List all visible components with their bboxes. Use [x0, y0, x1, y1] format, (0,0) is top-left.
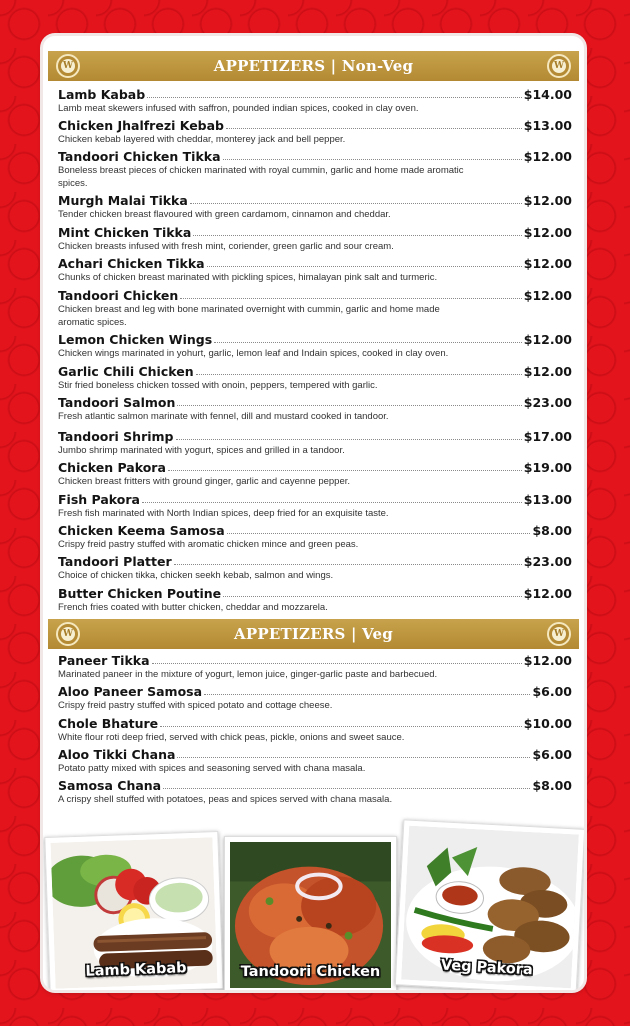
- photo-tandoori-chicken: [224, 836, 397, 990]
- menu-item: [58, 585, 572, 615]
- section-header-veg: [48, 619, 579, 649]
- menu-item: [58, 331, 572, 361]
- item-description: A crispy shell stuffed with potatoes, peas and spices served with chana masala.: [58, 794, 393, 805]
- item-description: Choice of chicken tikka, chicken seekh kebab, salmon and wings.: [58, 570, 334, 581]
- dot-leader: [207, 266, 522, 267]
- item-description: Lamb meat skewers infused with saffron, pounded indian spices, cooked in clay oven.: [58, 103, 419, 114]
- menu-card: [43, 36, 584, 990]
- dot-leader: [168, 470, 522, 471]
- item-price: $17.00: [523, 429, 572, 444]
- item-name: Achari Chicken Tikka: [58, 256, 205, 271]
- dot-leader: [214, 342, 522, 343]
- emblem-letter: W: [62, 61, 74, 71]
- item-description: Chicken breast and leg with bone marinated overnight with cummin, garlic and home made aromatic spices.: [58, 304, 440, 328]
- item-price: $19.00: [523, 460, 572, 475]
- item-price: $10.00: [523, 716, 572, 731]
- photo-caption: Tandoori Chicken: [240, 964, 381, 980]
- dot-leader: [204, 694, 530, 695]
- dot-leader: [174, 564, 522, 565]
- menu-item: [58, 394, 572, 424]
- photo-lamb-kabab: [44, 831, 223, 990]
- item-name: Lemon Chicken Wings: [58, 332, 213, 347]
- item-price: $12.00: [523, 364, 572, 379]
- item-price: $8.00: [532, 778, 572, 793]
- dot-leader: [142, 502, 522, 503]
- item-name: Fish Pakora: [58, 492, 140, 507]
- item-name: Tandoori Chicken Tikka: [58, 149, 221, 164]
- menu-item: [58, 459, 572, 489]
- item-name: Aloo Paneer Samosa: [58, 684, 203, 699]
- logo-emblem-icon: [56, 54, 80, 78]
- item-description: Tender chicken breast flavoured with green cardamom, cinnamon and cheddar.: [58, 209, 391, 220]
- item-name: Aloo Tikki Chana: [58, 747, 176, 762]
- item-description: Crispy freid pastry stuffed with spiced potato and cottage cheese.: [58, 700, 333, 711]
- photo-caption: Lamb Kabab: [85, 960, 187, 980]
- item-price: $12.00: [523, 225, 572, 240]
- logo-emblem-icon: [547, 622, 571, 646]
- item-name: Tandoori Salmon: [58, 395, 176, 410]
- menu-item: [58, 192, 572, 222]
- item-name: Mint Chicken Tikka: [58, 225, 192, 240]
- dot-leader: [176, 439, 522, 440]
- menu-item: [58, 287, 572, 329]
- item-price: $12.00: [523, 288, 572, 303]
- menu-item: [58, 224, 572, 254]
- item-description: White flour roti deep fried, served with chick peas, pickle, onions and sweet sauce.: [58, 732, 405, 743]
- menu-item: [58, 522, 572, 552]
- item-name: Tandoori Platter: [58, 554, 172, 569]
- item-name: Murgh Malai Tikka: [58, 193, 188, 208]
- menu-item: [58, 553, 572, 583]
- section-title: APPETIZERS | Veg: [234, 625, 393, 643]
- dot-leader: [152, 663, 522, 664]
- dot-leader: [196, 374, 522, 375]
- menu-item: [58, 715, 572, 745]
- menu-item: [58, 746, 572, 776]
- menu-item: [58, 86, 572, 116]
- menu-item: [58, 363, 572, 393]
- photo-veg-pakora: [395, 819, 584, 990]
- dot-leader: [193, 235, 521, 236]
- food-photos: [43, 816, 584, 990]
- item-price: $12.00: [523, 193, 572, 208]
- item-description: Chunks of chicken breast marinated with pickling spices, himalayan pink salt and turmeric.: [58, 272, 438, 283]
- item-name: Chicken Pakora: [58, 460, 166, 475]
- menu-item: [58, 148, 572, 190]
- dot-leader: [177, 405, 521, 406]
- menu-item: [58, 491, 572, 521]
- menu-item: [58, 777, 572, 807]
- item-description: Boneless breast pieces of chicken marinated with royal cummin, garlic and home made aromatic spices.: [58, 165, 464, 189]
- item-description: Chicken kebab layered with cheddar, monterey jack and bell pepper.: [58, 134, 346, 145]
- menu-item: [58, 117, 572, 147]
- item-description: Chicken breast fritters with ground ginger, garlic and cayenne pepper.: [58, 476, 351, 487]
- dot-leader: [160, 726, 522, 727]
- item-name: Butter Chicken Poutine: [58, 586, 222, 601]
- logo-emblem-icon: [56, 622, 80, 646]
- dot-leader: [223, 596, 522, 597]
- item-name: Lamb Kabab: [58, 87, 146, 102]
- item-price: $23.00: [523, 395, 572, 410]
- item-price: $13.00: [523, 492, 572, 507]
- item-name: Chole Bhature: [58, 716, 159, 731]
- dot-leader: [226, 128, 522, 129]
- menu-item: [58, 652, 572, 682]
- item-price: $23.00: [523, 554, 572, 569]
- item-name: Tandoori Shrimp: [58, 429, 174, 444]
- emblem-letter: W: [62, 629, 74, 639]
- menu-item: [58, 683, 572, 713]
- item-price: $12.00: [523, 332, 572, 347]
- emblem-letter: W: [553, 629, 565, 639]
- dot-leader: [177, 757, 530, 758]
- item-description: Crispy freid pastry stuffed with aromatic chicken mince and green peas.: [58, 539, 359, 550]
- item-price: $13.00: [523, 118, 572, 133]
- section-title: APPETIZERS | Non-Veg: [213, 57, 414, 75]
- item-name: Samosa Chana: [58, 778, 162, 793]
- item-price: $12.00: [523, 586, 572, 601]
- item-price: $6.00: [532, 684, 572, 699]
- item-description: Stir fried boneless chicken tossed with onoin, peppers, tempered with garlic.: [58, 380, 378, 391]
- item-name: Chicken Keema Samosa: [58, 523, 225, 538]
- item-description: Chicken wings marinated in yohurt, garlic, lemon leaf and Indain spices, cooked in clay oven.: [58, 348, 449, 359]
- dot-leader: [227, 533, 531, 534]
- item-price: $8.00: [532, 523, 572, 538]
- dot-leader: [190, 203, 522, 204]
- logo-emblem-icon: [547, 54, 571, 78]
- item-description: Fresh atlantic salmon marinate with fennel, dill and mustard cooked in tandoor.: [58, 411, 389, 422]
- dot-leader: [147, 97, 522, 98]
- item-description: Jumbo shrimp marinated with yogurt, spices and grilled in a tandoor.: [58, 445, 345, 456]
- item-price: $12.00: [523, 653, 572, 668]
- item-name: Garlic Chili Chicken: [58, 364, 194, 379]
- section-header-non-veg: [48, 51, 579, 81]
- item-price: $14.00: [523, 87, 572, 102]
- item-price: $6.00: [532, 747, 572, 762]
- item-description: Fresh fish marinated with North Indian spices, deep fried for an exquisite taste.: [58, 508, 389, 519]
- dot-leader: [163, 788, 530, 789]
- emblem-letter: W: [553, 61, 565, 71]
- menu-item: [58, 428, 572, 458]
- item-name: Chicken Jhalfrezi Kebab: [58, 118, 225, 133]
- photo-caption: Veg Pakora: [440, 957, 534, 979]
- item-name: Tandoori Chicken: [58, 288, 179, 303]
- dot-leader: [180, 298, 521, 299]
- dot-leader: [223, 159, 522, 160]
- item-description: Potato patty mixed with spices and seasoning served with chana masala.: [58, 763, 366, 774]
- item-price: $12.00: [523, 256, 572, 271]
- item-name: Paneer Tikka: [58, 653, 150, 668]
- menu-item: [58, 255, 572, 285]
- item-description: French fries coated with butter chicken, cheddar and mozzarela.: [58, 602, 328, 613]
- item-description: Marinated paneer in the mixture of yogurt, lemon juice, ginger-garlic paste and barbecued.: [58, 669, 438, 680]
- item-description: Chicken breasts infused with fresh mint, coriender, green garlic and sour cream.: [58, 241, 394, 252]
- item-price: $12.00: [523, 149, 572, 164]
